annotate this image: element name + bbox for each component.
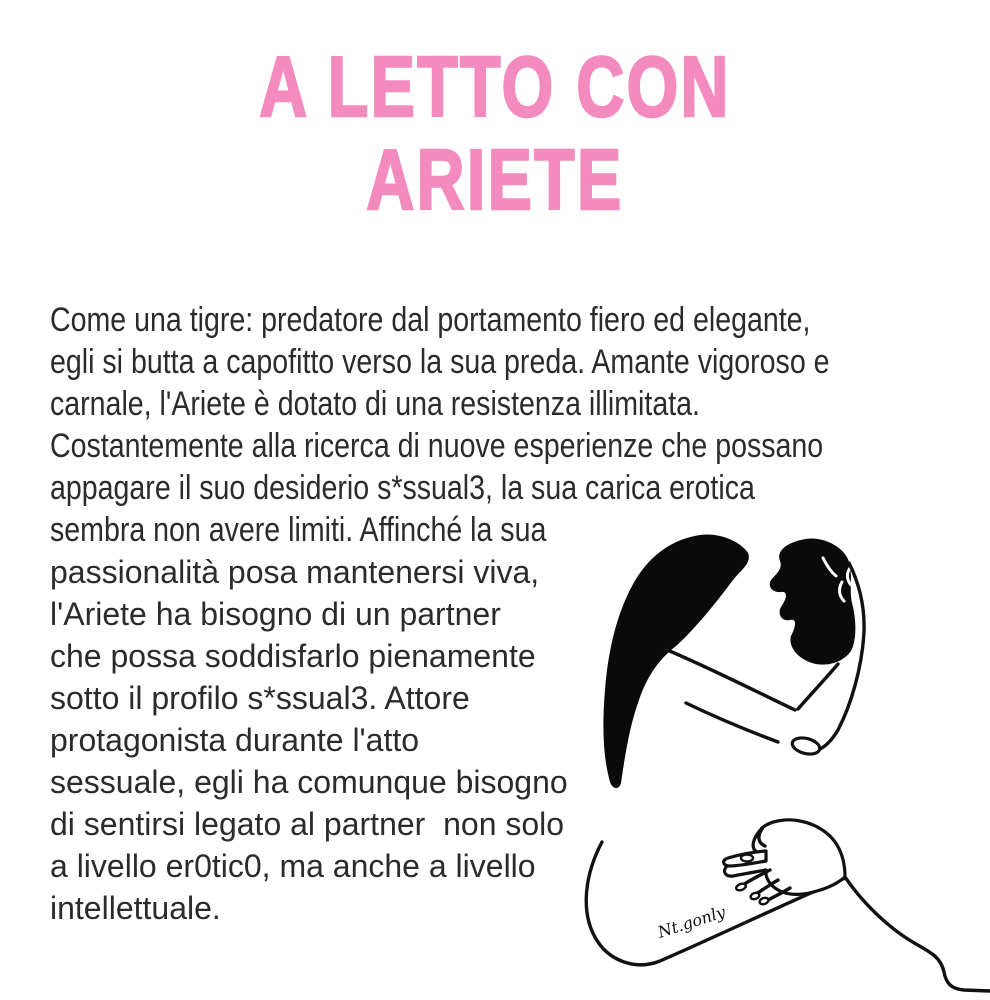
body-text-line: sotto il profilo s*ssual3. Attore xyxy=(50,680,470,716)
fingernail-icon xyxy=(759,897,770,906)
body-text-line: passionalità posa mantenersi viva, xyxy=(50,554,540,590)
body-text-line: Come una tigre: predatore dal portamento fiero ed elegante, xyxy=(50,301,811,339)
woman-hair-shape xyxy=(603,534,748,788)
body-text-line: sessuale, egli ha comunque bisogno xyxy=(50,764,568,800)
fingernail-icon xyxy=(741,855,753,862)
body-text-line: a livello er0tic0, ma anche a livello xyxy=(50,848,536,884)
title-line-2: ARIETE xyxy=(366,133,624,228)
body-text-line: intellettuale. xyxy=(50,890,221,926)
title-line-1: A LETTO CON xyxy=(259,40,731,135)
fingernail-icon xyxy=(735,882,746,891)
chest-line xyxy=(686,703,778,742)
body-text-line: di sentirsi legato al partner non solo xyxy=(50,806,565,842)
body-text-line: egli si butta a capofitto verso la sua preda. Amante vigoroso e xyxy=(50,343,830,381)
body-text-line: protagonista durante l'atto xyxy=(50,722,420,758)
forearm-line xyxy=(845,877,990,991)
raised-arm-inner-line xyxy=(798,664,838,709)
body-text-line: appagare il suo desiderio s*ssual3, la sua carica erotica xyxy=(50,469,755,507)
artist-signature: Nt.gonly xyxy=(655,902,728,942)
body-text-line: carnale, l'Ariete è dotato di una resistenza illimitata. xyxy=(50,385,700,423)
elbow-oval xyxy=(791,735,822,756)
body-text-line: sembra non avere limiti. Affinché la sua xyxy=(50,511,547,549)
body-text-line: l'Ariete ha bisogno di un partner xyxy=(50,596,501,632)
shoulder-line xyxy=(665,649,795,710)
body-text-line: Costantemente alla ricerca di nuove esperienze che possano xyxy=(50,427,824,465)
body-text-line: che possa soddisfarlo pienamente xyxy=(50,638,536,674)
fingernail-icon xyxy=(750,892,761,901)
